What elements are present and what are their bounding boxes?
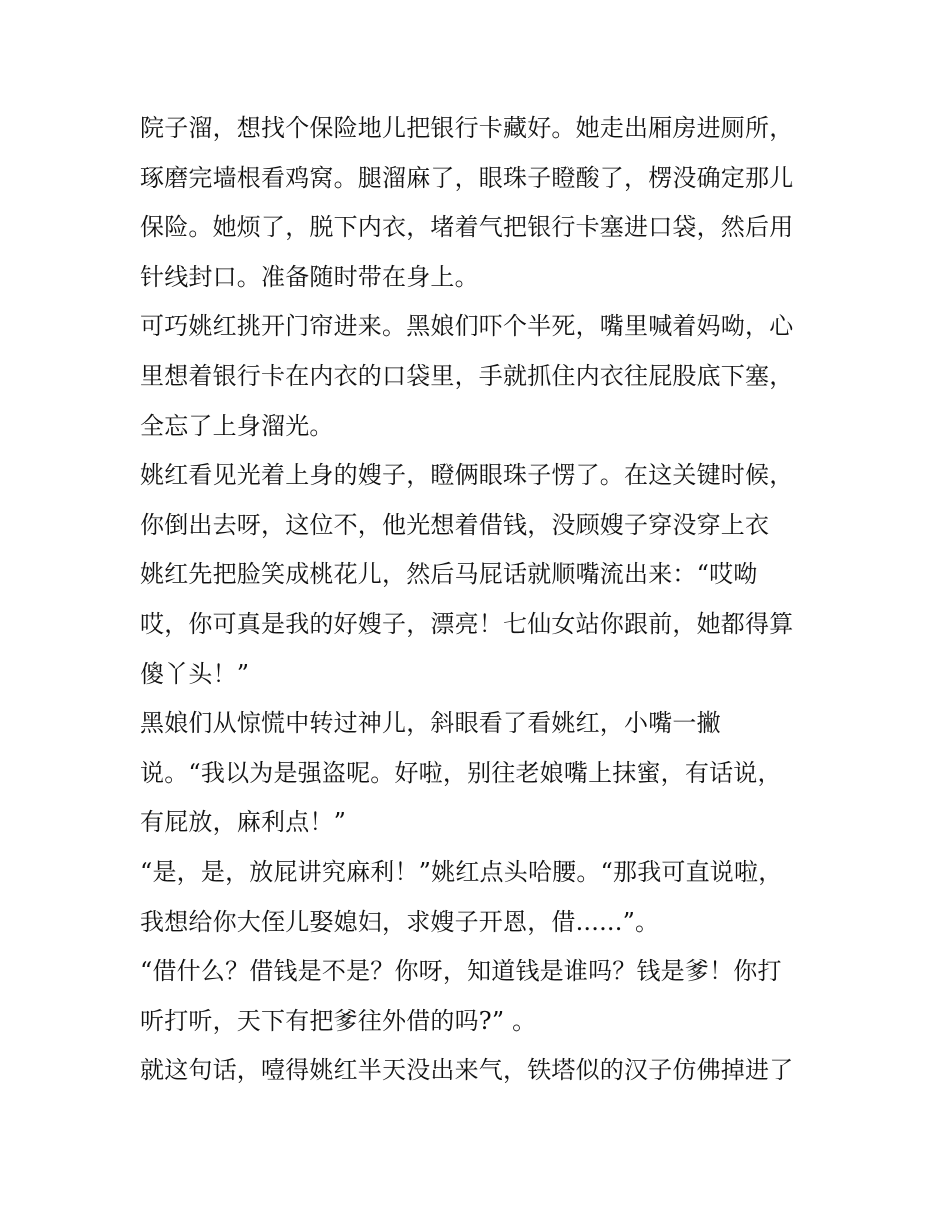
text-line: 可巧姚红挑开门帘进来。黑娘们吓个半死，嘴里喊着妈呦，心 bbox=[140, 312, 794, 341]
text-line: 全忘了上身溜光。 bbox=[140, 411, 334, 440]
text-line: 就这句话，噎得姚红半天没出来气，铁塔似的汉子仿佛掉进了 bbox=[140, 1056, 794, 1085]
text-line: 保险。她烦了，脱下内衣，堵着气把银行卡塞进口袋，然后用 bbox=[140, 213, 794, 242]
text-line: 姚红看见光着上身的嫂子，瞪俩眼珠子愣了。在这关键时候， bbox=[140, 461, 794, 490]
text-line: 琢磨完墙根看鸡窝。腿溜麻了，眼珠子瞪酸了，楞没确定那儿 bbox=[140, 163, 794, 192]
text-line: 针线封口。准备随时带在身上。 bbox=[140, 262, 479, 291]
text-line: 说。“我以为是强盗呢。好啦，别往老娘嘴上抹蜜，有话说， bbox=[140, 758, 782, 787]
text-line: “是，是，放屁讲究麻利！”姚红点头哈腰。“那我可直说啦， bbox=[140, 857, 783, 886]
text-line: 傻丫头！” bbox=[140, 659, 250, 688]
text-line: “借什么？借钱是不是？你呀，知道钱是谁吗？钱是爹！你打 bbox=[140, 957, 782, 986]
text-line: 院子溜，想找个保险地儿把银行卡藏好。她走出厢房进厕所， bbox=[140, 114, 794, 142]
text-line: 哎，你可真是我的好嫂子，漂亮！七仙女站你跟前，她都得算 bbox=[140, 609, 794, 638]
text-line: 有屁放，麻利点！” bbox=[140, 808, 347, 837]
text-line: 里想着银行卡在内衣的口袋里，手就抓住内衣往屁股底下塞， bbox=[140, 361, 794, 390]
text-line: 姚红先把脸笑成桃花儿，然后马屁话就顺嘴流出来：“哎呦 bbox=[140, 560, 758, 589]
text-line: 我想给你大侄儿娶媳妇，求嫂子开恩，借......”。 bbox=[140, 907, 660, 936]
text-line: 黑娘们从惊慌中转过神儿，斜眼看了看姚红，小嘴一撇 bbox=[140, 709, 721, 738]
text-line: 听打听，天下有把爹往外借的吗?” 。 bbox=[140, 1006, 537, 1035]
text-line: 你倒出去呀，这位不，他光想着借钱，没顾嫂子穿没穿上衣 bbox=[140, 510, 770, 539]
story-text bbox=[140, 104, 830, 1096]
